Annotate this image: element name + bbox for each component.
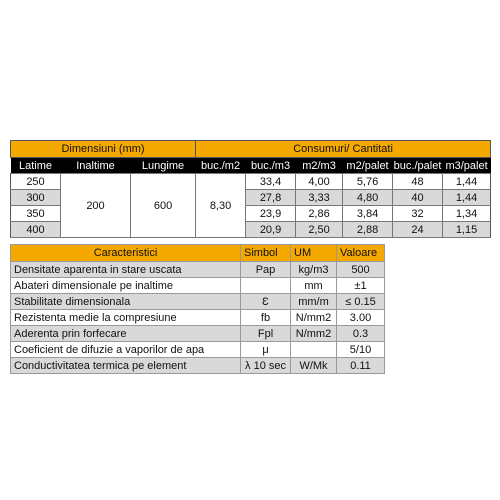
table-row xyxy=(11,262,385,278)
cell-value: ±1 xyxy=(337,278,385,294)
cell-buc-palet: 40 xyxy=(393,190,443,206)
table-row xyxy=(11,342,385,358)
column-header-buc-palet: buc./palet xyxy=(393,159,442,172)
group-header-consumption: Consumuri/ Cantitati xyxy=(196,141,491,158)
cell-characteristic: Aderenta prin forfecare xyxy=(11,326,241,342)
cell-characteristic: Coeficient de difuzie a vaporilor de apa xyxy=(11,342,241,358)
cell-symbol: λ 10 sec xyxy=(241,358,291,374)
table-row xyxy=(11,174,491,190)
cell-characteristic: Abateri dimensionale pe inaltime xyxy=(11,278,241,294)
column-header-m2-m3: m2/m3 xyxy=(296,158,343,174)
cell-buc-palet: 48 xyxy=(393,174,443,190)
dimensions-consumption-table xyxy=(10,140,491,238)
cell-unit xyxy=(291,342,337,358)
column-header-valoare: Valoare xyxy=(337,245,385,262)
table-row xyxy=(11,310,385,326)
cell-unit: kg/m3 xyxy=(291,262,337,278)
cell-unit: N/mm2 xyxy=(291,310,337,326)
cell-m3-palet: 1,15 xyxy=(443,222,491,238)
cell-value: 0.3 xyxy=(337,326,385,342)
table-row xyxy=(11,326,385,342)
cell-inaltime: 200 xyxy=(61,174,131,238)
cell-lungime: 600 xyxy=(131,174,196,238)
cell-m3-palet: 1,34 xyxy=(443,206,491,222)
cell-symbol: μ xyxy=(241,342,291,358)
cell-characteristic: Densitate aparenta in stare uscata xyxy=(11,262,241,278)
cell-characteristic: Conductivitatea termica pe element xyxy=(11,358,241,374)
table-row xyxy=(11,278,385,294)
cell-value: ≤ 0.15 xyxy=(337,294,385,310)
cell-latime: 400 xyxy=(11,222,61,238)
cell-unit: mm xyxy=(291,278,337,294)
group-header-dimensions: Dimensiuni (mm) xyxy=(11,141,196,158)
table-row xyxy=(11,358,385,374)
column-header-um: UM xyxy=(291,245,337,262)
column-header-caracteristici: Caracteristici xyxy=(11,245,241,262)
cell-m2-m3: 4,00 xyxy=(296,174,343,190)
cell-buc-m3: 23,9 xyxy=(246,206,296,222)
cell-value: 500 xyxy=(337,262,385,278)
column-header-inaltime: Inaltime xyxy=(61,158,131,174)
cell-m3-palet: 1,44 xyxy=(443,174,491,190)
cell-unit: W/Mk xyxy=(291,358,337,374)
cell-buc-m3: 20,9 xyxy=(246,222,296,238)
cell-unit: mm/m xyxy=(291,294,337,310)
cell-buc-m2: 8,30 xyxy=(196,174,246,238)
cell-symbol xyxy=(241,278,291,294)
cell-buc-palet: 24 xyxy=(393,222,443,238)
cell-symbol: Fpl xyxy=(241,326,291,342)
cell-m2-m3: 2,86 xyxy=(296,206,343,222)
cell-m2-m3: 3,33 xyxy=(296,190,343,206)
cell-symbol: Pap xyxy=(241,262,291,278)
cell-m2-palet: 4,80 xyxy=(343,190,393,206)
cell-buc-m3: 27,8 xyxy=(246,190,296,206)
cell-m2-palet: 5,76 xyxy=(343,174,393,190)
characteristics-table xyxy=(10,244,385,374)
cell-latime: 350 xyxy=(11,206,61,222)
column-header-lungime: Lungime xyxy=(131,158,196,174)
cell-m2-m3: 2,50 xyxy=(296,222,343,238)
column-header-m2-palet: m2/palet xyxy=(343,158,393,174)
cell-buc-palet: 32 xyxy=(393,206,443,222)
cell-buc-m3: 33,4 xyxy=(246,174,296,190)
cell-latime: 250 xyxy=(11,174,61,190)
column-header-m3-palet: m3/palet xyxy=(443,158,491,174)
cell-latime: 300 xyxy=(11,190,61,206)
cell-symbol: Ɛ xyxy=(241,294,291,310)
cell-m3-palet: 1,44 xyxy=(443,190,491,206)
cell-value: 3.00 xyxy=(337,310,385,326)
column-header-buc-m2: buc./m2 xyxy=(196,158,246,174)
cell-m2-palet: 3,84 xyxy=(343,206,393,222)
cell-m2-palet: 2,88 xyxy=(343,222,393,238)
cell-unit: N/mm2 xyxy=(291,326,337,342)
column-header-buc-m3: buc./m3 xyxy=(246,158,296,174)
column-header-latime: Latime xyxy=(11,158,61,174)
cell-characteristic: Rezistenta medie la compresiune xyxy=(11,310,241,326)
table-row xyxy=(11,294,385,310)
column-header-simbol: Simbol xyxy=(241,245,291,262)
cell-symbol: fb xyxy=(241,310,291,326)
cell-value: 0.11 xyxy=(337,358,385,374)
cell-characteristic: Stabilitate dimensionala xyxy=(11,294,241,310)
cell-value: 5/10 xyxy=(337,342,385,358)
